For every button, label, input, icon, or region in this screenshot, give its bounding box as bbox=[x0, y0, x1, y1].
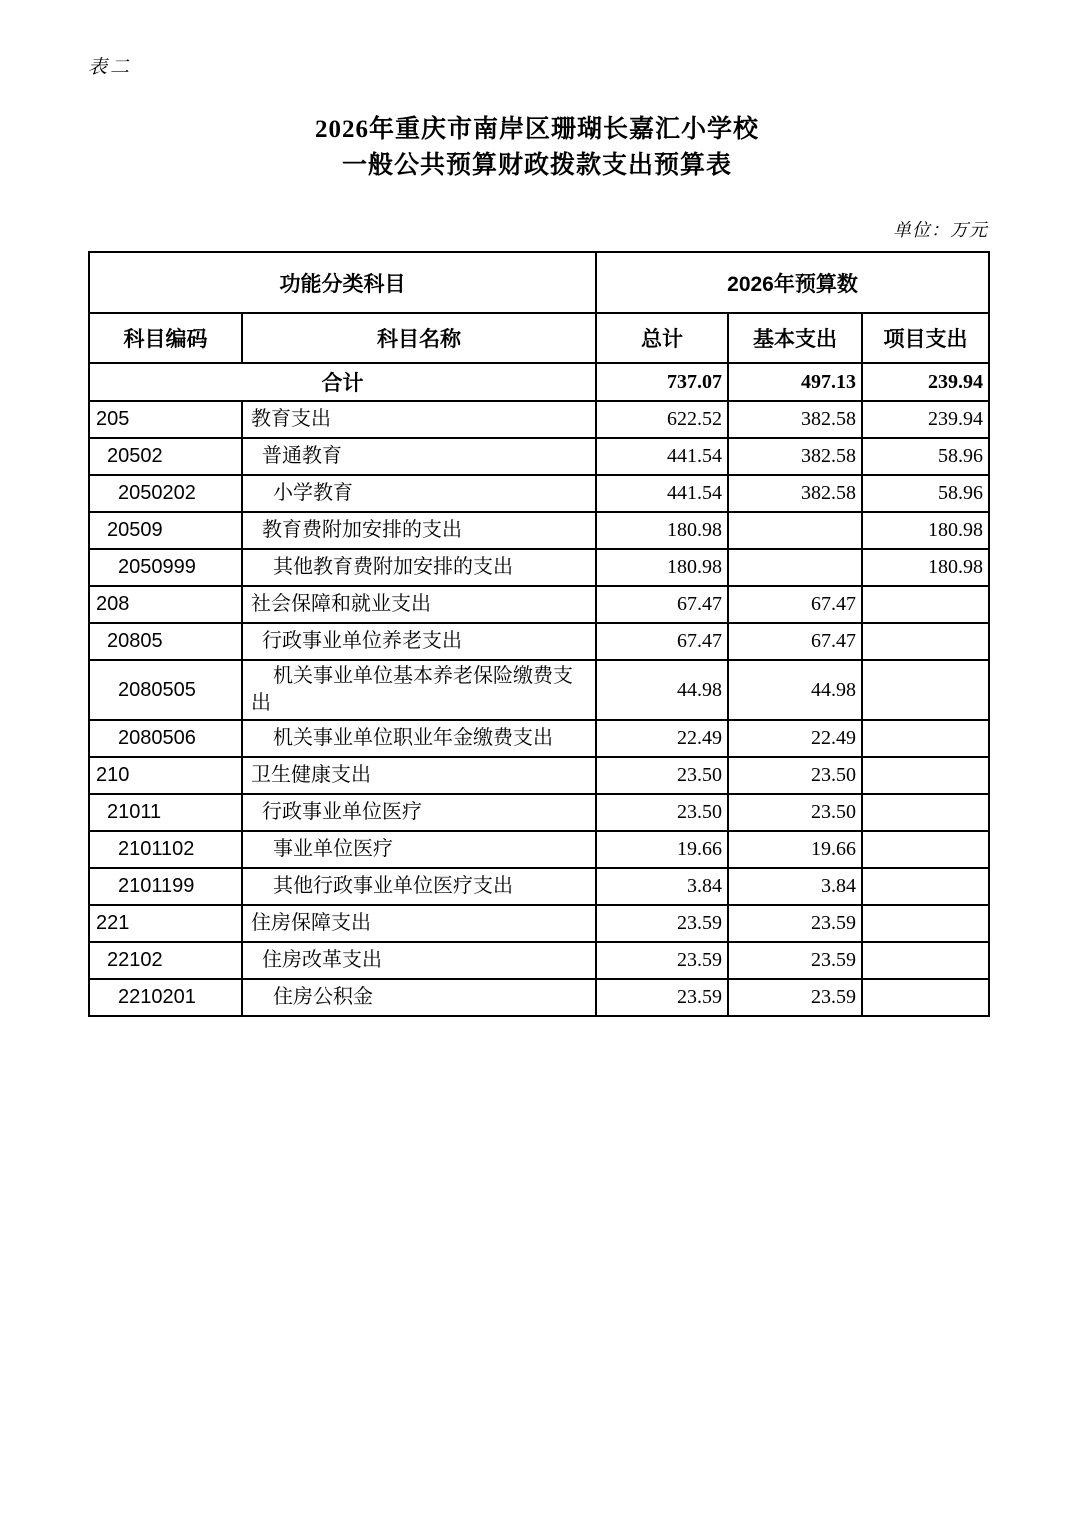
total-value-cell: 23.50 bbox=[596, 757, 728, 794]
basic-expenditure-cell: 23.50 bbox=[728, 757, 862, 794]
table-row bbox=[89, 438, 989, 475]
project-expenditure-cell bbox=[862, 586, 989, 623]
basic-expenditure-cell: 19.66 bbox=[728, 831, 862, 868]
subject-code-cell: 20805 bbox=[89, 623, 242, 660]
subject-code-cell: 205 bbox=[89, 401, 242, 438]
project-expenditure-cell bbox=[862, 979, 989, 1016]
project-expenditure-cell: 180.98 bbox=[862, 549, 989, 586]
subject-name-cell: 事业单位医疗 bbox=[242, 831, 596, 868]
total-value-cell: 23.50 bbox=[596, 794, 728, 831]
subject-code-cell: 2050999 bbox=[89, 549, 242, 586]
grand-total-row bbox=[89, 363, 989, 401]
document-title bbox=[0, 112, 1074, 184]
column-header-project-expenditure: 项目支出 bbox=[862, 313, 989, 363]
subject-name-cell: 卫生健康支出 bbox=[242, 757, 596, 794]
subject-name-cell: 行政事业单位养老支出 bbox=[242, 623, 596, 660]
subject-code-cell: 2080506 bbox=[89, 720, 242, 757]
project-expenditure-cell bbox=[862, 660, 989, 720]
project-expenditure-cell bbox=[862, 794, 989, 831]
column-header-subject-code: 科目编码 bbox=[89, 313, 242, 363]
project-expenditure-cell: 58.96 bbox=[862, 475, 989, 512]
subject-name-cell: 机关事业单位基本养老保险缴费支出 bbox=[242, 660, 596, 720]
project-expenditure-cell bbox=[862, 905, 989, 942]
total-value-cell: 441.54 bbox=[596, 438, 728, 475]
table-row bbox=[89, 401, 989, 438]
subject-name-cell: 教育费附加安排的支出 bbox=[242, 512, 596, 549]
unit-note: 单位：万元 bbox=[893, 220, 988, 240]
subject-name-cell: 普通教育 bbox=[242, 438, 596, 475]
total-value-cell: 23.59 bbox=[596, 979, 728, 1016]
basic-expenditure-cell bbox=[728, 512, 862, 549]
table-row bbox=[89, 475, 989, 512]
subject-code-cell: 21011 bbox=[89, 794, 242, 831]
subject-name-cell: 住房保障支出 bbox=[242, 905, 596, 942]
project-expenditure-cell bbox=[862, 623, 989, 660]
table-row bbox=[89, 549, 989, 586]
basic-expenditure-cell bbox=[728, 549, 862, 586]
subject-code-cell: 210 bbox=[89, 757, 242, 794]
table-number-label: 表二 bbox=[88, 57, 133, 78]
table-row bbox=[89, 794, 989, 831]
project-expenditure-cell bbox=[862, 720, 989, 757]
column-header-total: 总计 bbox=[596, 313, 728, 363]
header-budget-2026: 2026年预算数 bbox=[596, 252, 989, 313]
total-value-cell: 67.47 bbox=[596, 586, 728, 623]
basic-expenditure-cell: 22.49 bbox=[728, 720, 862, 757]
basic-expenditure-cell: 67.47 bbox=[728, 623, 862, 660]
table-row bbox=[89, 660, 989, 720]
subject-code-cell: 2210201 bbox=[89, 979, 242, 1016]
grand-total-total-cell: 737.07 bbox=[596, 363, 728, 401]
table-row bbox=[89, 757, 989, 794]
document-title-line1: 2026年重庆市南岸区珊瑚长嘉汇小学校 bbox=[314, 116, 759, 143]
total-value-cell: 441.54 bbox=[596, 475, 728, 512]
basic-expenditure-cell: 23.59 bbox=[728, 942, 862, 979]
total-value-cell: 23.59 bbox=[596, 942, 728, 979]
subject-name-cell: 其他行政事业单位医疗支出 bbox=[242, 868, 596, 905]
grand-total-project-cell: 239.94 bbox=[862, 363, 989, 401]
subject-name-cell: 社会保障和就业支出 bbox=[242, 586, 596, 623]
basic-expenditure-cell: 382.58 bbox=[728, 401, 862, 438]
column-header-basic-expenditure: 基本支出 bbox=[728, 313, 862, 363]
subject-name-cell: 行政事业单位医疗 bbox=[242, 794, 596, 831]
total-value-cell: 67.47 bbox=[596, 623, 728, 660]
total-value-cell: 180.98 bbox=[596, 512, 728, 549]
document-title-line2: 一般公共预算财政拨款支出预算表 bbox=[341, 152, 732, 179]
subject-code-cell: 20502 bbox=[89, 438, 242, 475]
subject-code-cell: 2050202 bbox=[89, 475, 242, 512]
table-row bbox=[89, 831, 989, 868]
total-value-cell: 180.98 bbox=[596, 549, 728, 586]
subject-code-cell: 208 bbox=[89, 586, 242, 623]
basic-expenditure-cell: 23.50 bbox=[728, 794, 862, 831]
subject-name-cell: 教育支出 bbox=[242, 401, 596, 438]
project-expenditure-cell: 239.94 bbox=[862, 401, 989, 438]
total-value-cell: 44.98 bbox=[596, 660, 728, 720]
total-value-cell: 19.66 bbox=[596, 831, 728, 868]
basic-expenditure-cell: 67.47 bbox=[728, 586, 862, 623]
total-value-cell: 23.59 bbox=[596, 905, 728, 942]
column-header-subject-name: 科目名称 bbox=[242, 313, 596, 363]
table-row bbox=[89, 586, 989, 623]
basic-expenditure-cell: 382.58 bbox=[728, 475, 862, 512]
basic-expenditure-cell: 382.58 bbox=[728, 438, 862, 475]
project-expenditure-cell bbox=[862, 831, 989, 868]
table-row bbox=[89, 979, 989, 1016]
table-row bbox=[89, 905, 989, 942]
table-row bbox=[89, 623, 989, 660]
total-value-cell: 22.49 bbox=[596, 720, 728, 757]
project-expenditure-cell bbox=[862, 942, 989, 979]
subject-code-cell: 20509 bbox=[89, 512, 242, 549]
header-columns-row bbox=[89, 313, 989, 363]
total-value-cell: 622.52 bbox=[596, 401, 728, 438]
table-row bbox=[89, 512, 989, 549]
budget-table bbox=[88, 251, 990, 1017]
project-expenditure-cell bbox=[862, 868, 989, 905]
subject-name-cell: 机关事业单位职业年金缴费支出 bbox=[242, 720, 596, 757]
basic-expenditure-cell: 44.98 bbox=[728, 660, 862, 720]
subject-code-cell: 2080505 bbox=[89, 660, 242, 720]
total-value-cell: 3.84 bbox=[596, 868, 728, 905]
subject-code-cell: 221 bbox=[89, 905, 242, 942]
project-expenditure-cell: 180.98 bbox=[862, 512, 989, 549]
table-row bbox=[89, 942, 989, 979]
subject-name-cell: 住房改革支出 bbox=[242, 942, 596, 979]
grand-total-basic-cell: 497.13 bbox=[728, 363, 862, 401]
header-group-row bbox=[89, 252, 989, 313]
subject-code-cell: 2101199 bbox=[89, 868, 242, 905]
subject-code-cell: 22102 bbox=[89, 942, 242, 979]
grand-total-label: 合计 bbox=[89, 363, 596, 401]
subject-name-cell: 住房公积金 bbox=[242, 979, 596, 1016]
project-expenditure-cell bbox=[862, 757, 989, 794]
table-row bbox=[89, 720, 989, 757]
subject-code-cell: 2101102 bbox=[89, 831, 242, 868]
basic-expenditure-cell: 23.59 bbox=[728, 905, 862, 942]
basic-expenditure-cell: 3.84 bbox=[728, 868, 862, 905]
project-expenditure-cell: 58.96 bbox=[862, 438, 989, 475]
subject-name-cell: 其他教育费附加安排的支出 bbox=[242, 549, 596, 586]
basic-expenditure-cell: 23.59 bbox=[728, 979, 862, 1016]
subject-name-cell: 小学教育 bbox=[242, 475, 596, 512]
header-functional-classification: 功能分类科目 bbox=[89, 252, 596, 313]
table-row bbox=[89, 868, 989, 905]
